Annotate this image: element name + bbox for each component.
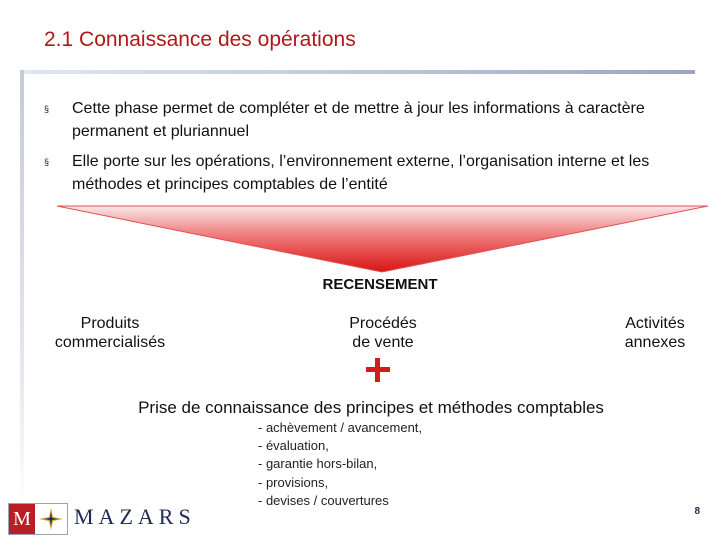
method-list (258, 419, 422, 510)
logo-emblem (8, 503, 68, 535)
prise-heading: Prise de connaissance des principes et méthodes comptables (138, 398, 604, 417)
category-line: Activités (625, 315, 685, 332)
list-item: - provisions, (258, 474, 329, 490)
category-line: Produits (80, 315, 140, 332)
category-line: de vente (352, 334, 414, 351)
list-item: - achèvement / avancement, (258, 420, 423, 435)
list-item: - évaluation, (258, 438, 329, 454)
plus-icon (366, 358, 390, 382)
category-line: commercialisés (54, 334, 166, 351)
logo-wordmark: MAZARS (74, 504, 196, 529)
funnel-arrow (55, 204, 710, 274)
list-item: - devises / couvertures (258, 492, 389, 508)
compass-star-icon (39, 508, 63, 530)
category-produits (40, 314, 180, 352)
category-activites (595, 314, 715, 352)
category-procedes (313, 314, 453, 352)
category-line: Procédés (349, 315, 417, 332)
bullet-text: Cette phase permet de compléter et de mettre à jour les informations à caractère permanent et pluriannuel (72, 100, 645, 140)
page-number: 8 (694, 506, 700, 517)
category-line: annexes (624, 334, 686, 351)
recensement-label: RECENSEMENT (322, 276, 438, 293)
logo-letter: M (9, 504, 35, 534)
list-item: - garantie hors-bilan, (258, 456, 378, 472)
top-rule (20, 70, 695, 74)
bullet-text: Elle porte sur les opérations, l’environnement externe, l’organisation interne et les méthodes et principes comptables de l’entité (72, 153, 650, 193)
bullet-marker: § (44, 157, 50, 167)
bullet-marker: § (44, 104, 50, 114)
slide-title: 2.1 Connaissance des opérations (44, 28, 356, 51)
